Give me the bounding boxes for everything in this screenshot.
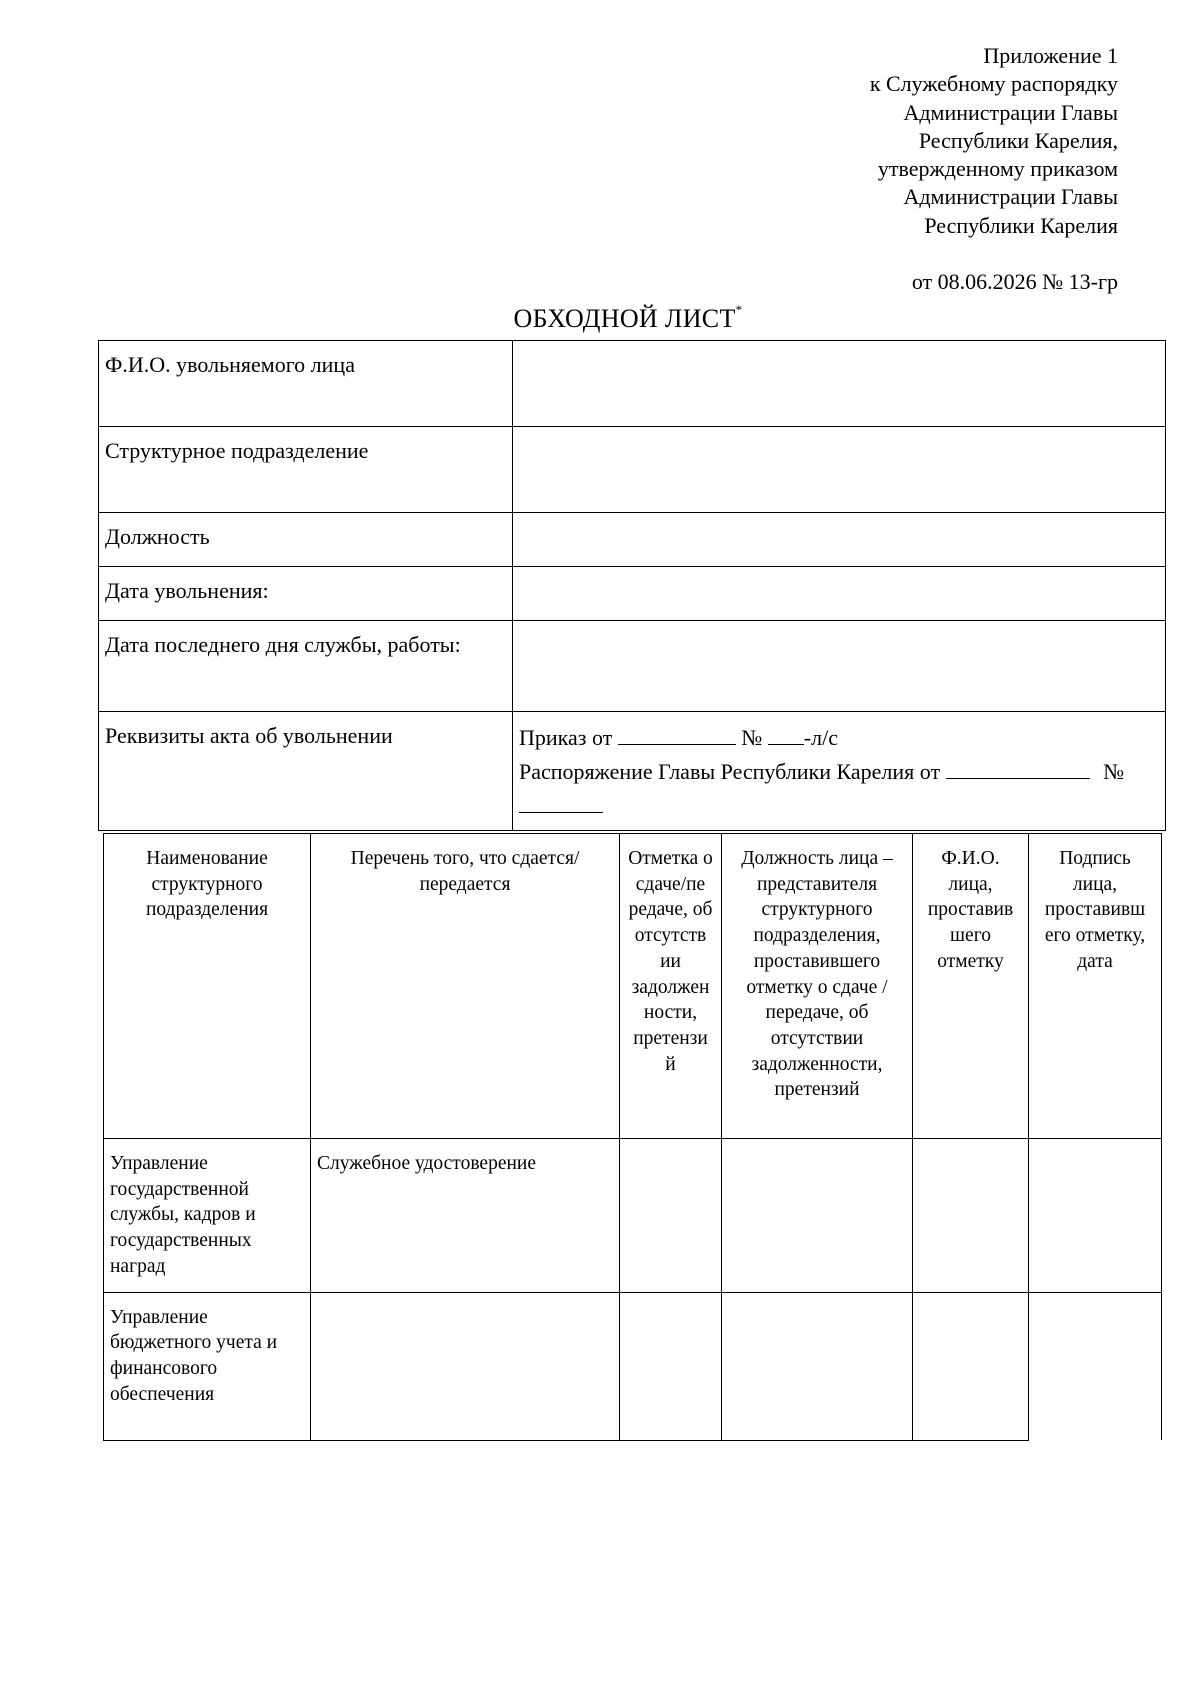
table-row [104, 1292, 1162, 1440]
act-details [513, 712, 1166, 831]
department-label: Структурное подразделение [99, 427, 513, 513]
info-row [99, 621, 1166, 712]
info-row [99, 567, 1166, 621]
header-mark: Отметка о сдаче/пе редаче, об отсутств ии задолжен ности, претензи й [620, 834, 722, 1139]
footnote-mark: * [735, 302, 743, 317]
act-decree-prefix: Распоряжение Главы Республики Карелия от [519, 759, 941, 784]
row-name-cell[interactable] [913, 1292, 1029, 1440]
row-mark-cell[interactable] [620, 1292, 722, 1440]
row-items: Служебное удостоверение [311, 1139, 620, 1293]
order-reference: от 08.06.2026 № 13-гр [911, 269, 1118, 295]
position-field[interactable] [513, 513, 1166, 567]
act-decree-number-line [519, 788, 1159, 822]
dismissal-date-field[interactable] [513, 567, 1166, 621]
act-order-line [519, 720, 1159, 754]
document-title [0, 304, 1200, 334]
act-order-suffix: -л/с [803, 725, 838, 750]
act-decree-line [519, 754, 1159, 788]
header-department: Наименование структурного подразделения [104, 834, 311, 1139]
act-order-number-sign: № [741, 725, 763, 750]
clearance-header-row [104, 834, 1162, 1139]
position-label: Должность [99, 513, 513, 567]
act-decree-number-sign: № [1103, 759, 1125, 784]
decree-number-blank[interactable] [519, 788, 603, 813]
decree-date-blank[interactable] [946, 754, 1090, 779]
row-position-cell[interactable] [722, 1292, 913, 1440]
department-field[interactable] [513, 427, 1166, 513]
fio-field[interactable] [513, 341, 1166, 427]
info-row [99, 513, 1166, 567]
act-order-prefix: Приказ от [519, 725, 613, 750]
row-department: Управление государственной службы, кадров и государственных наград [104, 1139, 311, 1293]
info-row [99, 427, 1166, 513]
appendix-line: Администрации Главы [903, 184, 1118, 210]
row-position-cell[interactable] [722, 1139, 913, 1293]
header-items: Перечень того, что сдается/ передается [311, 834, 620, 1139]
row-signature-cell[interactable] [1029, 1292, 1162, 1440]
appendix-line: к Служебному распорядку [869, 71, 1118, 97]
appendix-line: Приложение 1 [983, 43, 1118, 68]
header-representative-position: Должность лица – представителя структурного подразделения, проставившего отметку о сдаче /передаче, об отсутствии задолженности, претензий [722, 834, 913, 1139]
appendix-line: Республики Карелия [924, 212, 1118, 238]
dismissal-date-label: Дата увольнения: [99, 567, 513, 621]
appendix-line: Республики Карелия, [918, 127, 1118, 153]
order-number-blank[interactable] [768, 720, 804, 745]
last-day-field[interactable] [513, 621, 1166, 712]
employee-info-table [98, 340, 1166, 831]
appendix-line: Администрации Главы [903, 99, 1118, 125]
clearance-table [103, 833, 1162, 1441]
table-row [104, 1139, 1162, 1293]
appendix-line: утвержденному приказом [877, 156, 1118, 182]
row-department: Управление бюджетного учета и финансового обеспечения [104, 1292, 311, 1440]
last-day-label: Дата последнего дня службы, работы: [99, 621, 513, 712]
appendix-block [870, 42, 1118, 296]
row-name-cell[interactable] [913, 1139, 1029, 1293]
info-row [99, 341, 1166, 427]
header-signature: Подпись лица, проставивш его отметку, дата [1029, 834, 1162, 1139]
info-row [99, 712, 1166, 831]
row-items [311, 1292, 620, 1440]
order-date-blank[interactable] [618, 720, 736, 745]
row-signature-cell[interactable] [1029, 1139, 1162, 1293]
act-label: Реквизиты акта об увольнении [99, 712, 513, 831]
header-representative-name: Ф.И.О. лица, проставив шего отметку [913, 834, 1029, 1139]
row-mark-cell[interactable] [620, 1139, 722, 1293]
fio-label: Ф.И.О. увольняемого лица [99, 341, 513, 427]
document-title-text: ОБХОДНОЙ ЛИСТ [513, 304, 736, 333]
